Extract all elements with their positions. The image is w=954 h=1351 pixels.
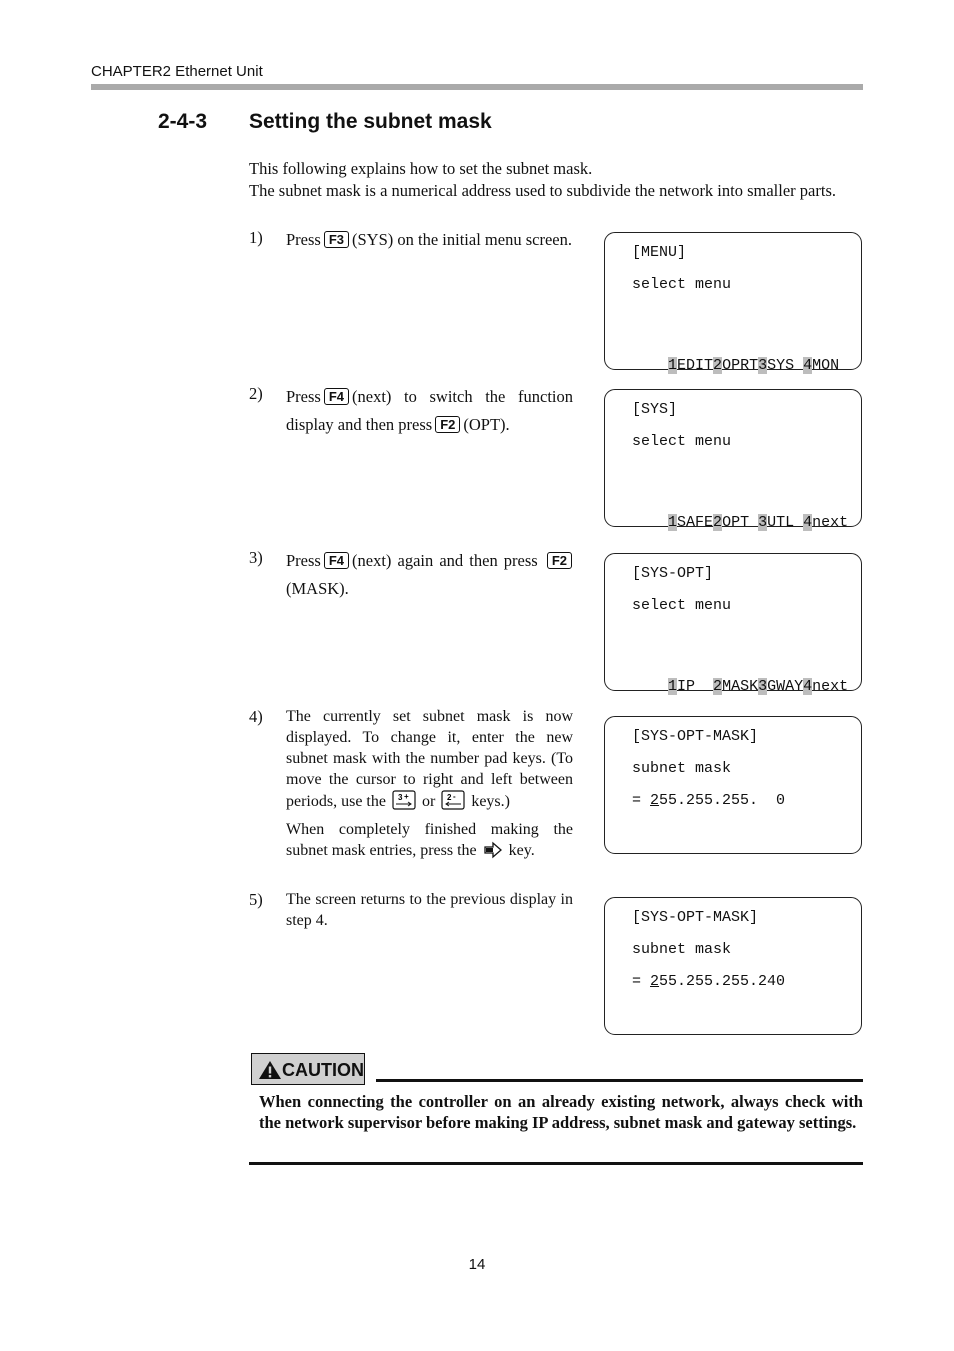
caution-bottom-rule bbox=[249, 1162, 863, 1165]
lcd-screen-menu bbox=[604, 232, 862, 374]
enter-key-icon bbox=[483, 841, 503, 865]
caution-label-text: CAUTION bbox=[282, 1060, 364, 1080]
lcd-line-1: [SYS-OPT-MASK] bbox=[632, 909, 759, 926]
lcd-screen-mask-result bbox=[604, 897, 862, 1035]
step-1-text: Press F3 (SYS) on the initial menu screen. bbox=[286, 230, 572, 249]
step-2-number: 2) bbox=[249, 384, 263, 403]
intro-line-1: This following explains how to set the subnet mask. bbox=[249, 159, 593, 178]
lcd-function-bar: 1SAFE2OPT 3UTL 4next bbox=[668, 514, 849, 531]
step-5-text: The screen returns to the previous display in step 4. bbox=[286, 891, 573, 929]
lcd-mask-value: = 255.255.255. 0 bbox=[632, 792, 786, 809]
step-2-text: Press F4 (next) to switch the function display and then press F2 (OPT). bbox=[286, 387, 573, 434]
lcd-function-bar: 1EDIT2OPRT3SYS 4MON bbox=[668, 357, 840, 374]
page-number: 14 bbox=[468, 1256, 486, 1273]
step-3-number: 3) bbox=[249, 548, 263, 567]
svg-text:+: + bbox=[403, 792, 409, 801]
lcd-line-1: [SYS-OPT] bbox=[632, 565, 714, 582]
svg-text:-: - bbox=[453, 792, 456, 801]
chapter-header: CHAPTER2 Ethernet Unit bbox=[91, 63, 263, 80]
lcd-screen-mask-entry bbox=[604, 716, 862, 854]
header-rule bbox=[91, 84, 863, 90]
step-4-text: The currently set subnet mask is now displayed. To change it, enter the new subnet mask with the number pad keys. (To move the cursor to right and left between periods, use the 3 + or 2 - keys.) When completely finished making the subnet mask entries, press the key. bbox=[286, 706, 573, 865]
step-5-number: 5) bbox=[249, 890, 263, 909]
f3-key: F3 bbox=[324, 231, 349, 248]
step-3-text: Press F4 (next) again and then press F2(MASK). bbox=[286, 547, 573, 603]
cursor-left-key-icon bbox=[441, 790, 465, 816]
warning-triangle-icon bbox=[258, 1060, 282, 1080]
step-4-number: 4) bbox=[249, 707, 263, 726]
lcd-cursor: 2 bbox=[650, 792, 660, 809]
f4-key: F4 bbox=[324, 388, 349, 405]
lcd-screen-sys bbox=[604, 389, 862, 531]
caution-text: When connecting the controller on an already existing network, always check with the network supervisor before making IP address, subnet mask and gateway settings. bbox=[259, 1092, 863, 1132]
caution-label bbox=[251, 1053, 365, 1085]
lcd-cursor: 2 bbox=[650, 973, 660, 990]
intro-paragraph bbox=[249, 158, 869, 202]
lcd-line-2: select menu bbox=[632, 433, 732, 450]
lcd-line-1: [SYS-OPT-MASK] bbox=[632, 728, 759, 745]
step-1-number: 1) bbox=[249, 228, 263, 247]
lcd-line-2: select menu bbox=[632, 597, 732, 614]
section-number: 2-4-3 bbox=[158, 110, 208, 133]
lcd-line-1: [MENU] bbox=[632, 244, 687, 261]
f4-key: F4 bbox=[324, 552, 349, 569]
intro-line-2: The subnet mask is a numerical address used to subdivide the network into smaller parts. bbox=[249, 181, 836, 200]
lcd-line-2: subnet mask bbox=[632, 941, 732, 958]
f2-key: F2 bbox=[435, 416, 460, 433]
lcd-line-1: [SYS] bbox=[632, 401, 678, 418]
section-title: Setting the subnet mask bbox=[249, 110, 492, 133]
lcd-mask-value: = 255.255.255.240 bbox=[632, 973, 786, 990]
lcd-line-2: select menu bbox=[632, 276, 732, 293]
f2-key: F2 bbox=[547, 552, 572, 569]
lcd-line-2: subnet mask bbox=[632, 760, 732, 777]
lcd-screen-sys-opt bbox=[604, 553, 862, 695]
caution-top-rule bbox=[376, 1079, 863, 1082]
svg-text:3: 3 bbox=[397, 793, 403, 802]
cursor-right-key-icon bbox=[392, 790, 416, 816]
svg-text:2: 2 bbox=[447, 793, 452, 802]
lcd-function-bar: 1IP 2MASK3GWAY4next bbox=[668, 678, 849, 695]
